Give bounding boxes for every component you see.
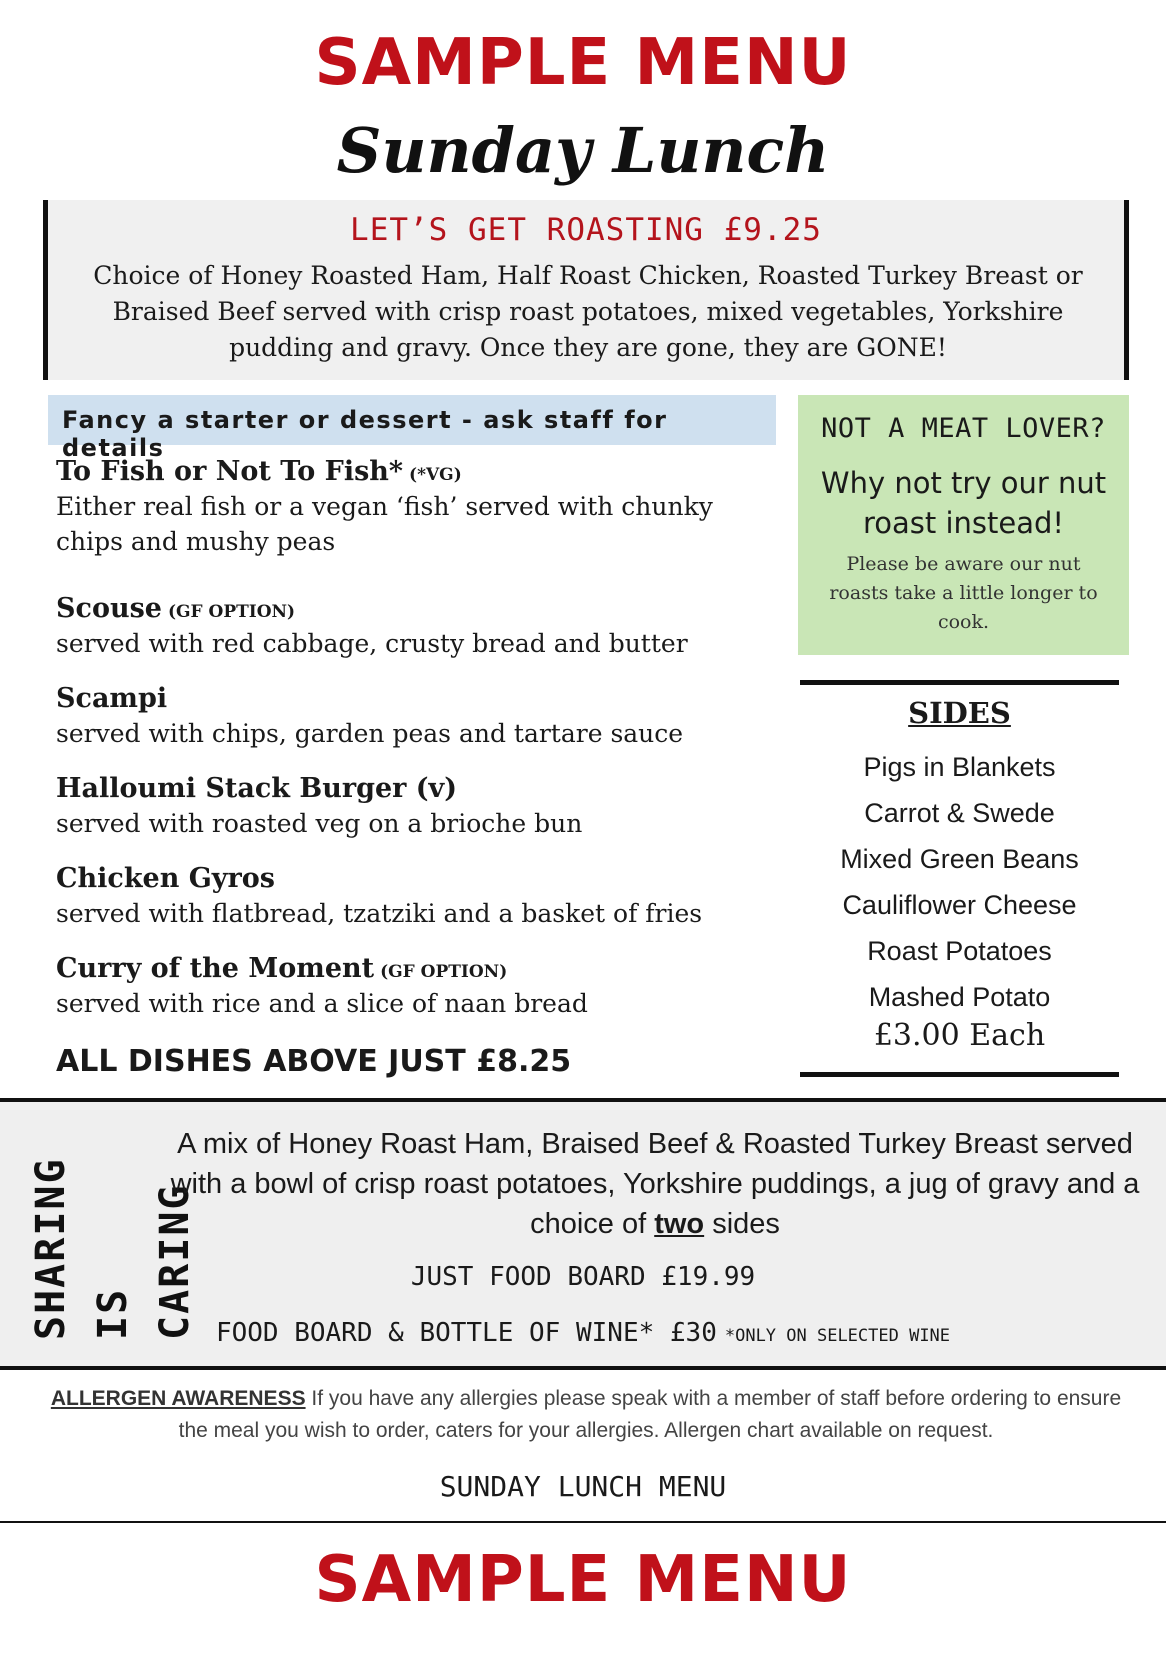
dish-description: served with rice and a slice of naan bread <box>56 989 588 1018</box>
nut-roast-note: Please be aware our nut roasts take a little longer to cook. <box>829 553 1098 633</box>
menu-title: Sunday Lunch <box>336 114 830 187</box>
dish-description: served with red cabbage, crusty bread and butter <box>56 629 688 658</box>
wine-note: *ONLY ON SELECTED WINE <box>724 1326 951 1346</box>
dish-tag: (*VG) <box>409 465 462 485</box>
sample-menu-heading-top: SAMPLE MENU <box>314 26 852 100</box>
dish-item <box>56 952 756 1021</box>
sharing-desc-part2: sides <box>704 1208 780 1240</box>
dish-item <box>56 772 756 841</box>
dish-description: served with chips, garden peas and tartare sauce <box>56 719 684 748</box>
side-item: Roast Potatoes <box>867 936 1052 966</box>
all-dishes-price: ALL DISHES ABOVE JUST £8.25 <box>56 1044 572 1079</box>
footer-rule <box>0 1521 1166 1523</box>
dish-name: Scouse <box>56 593 162 624</box>
sharing-label-line1: SHARING <box>28 1157 74 1340</box>
side-item: Cauliflower Cheese <box>842 890 1077 920</box>
dish-item <box>56 455 756 559</box>
dish-name: Chicken Gyros <box>56 863 275 894</box>
food-board-price: JUST FOOD BOARD £19.99 <box>410 1262 756 1292</box>
allergen-text: If you have any allergies please speak with a member of staff before ordering to ensure the meal you wish to order, caters for your allergies. Allergen chart available on request. <box>178 1387 1122 1442</box>
roast-heading: LET’S GET ROASTING £9.25 <box>350 212 822 248</box>
sharing-desc-emphasis: two <box>654 1208 705 1240</box>
dish-tag: (GF OPTION) <box>167 602 296 622</box>
sides-bottom-rule <box>800 1072 1119 1077</box>
side-item: Pigs in Blankets <box>863 752 1056 782</box>
dish-name: To Fish or Not To Fish* <box>56 456 404 487</box>
dish-tag: (GF OPTION) <box>380 962 508 982</box>
side-item: Mixed Green Beans <box>840 844 1079 874</box>
dish-description: served with flatbread, tzatziki and a basket of fries <box>56 899 703 928</box>
dish-item <box>56 862 756 931</box>
starter-dessert-band <box>48 395 776 462</box>
food-board-wine-price <box>0 1318 1166 1348</box>
dish-name: Halloumi Stack Burger (v) <box>56 773 457 804</box>
sharing-description <box>165 1124 1145 1244</box>
allergen-label: ALLERGEN AWARENESS <box>50 1387 306 1410</box>
dish-description: Either real fish or a vegan ‘fish’ served with chunky chips and mushy peas <box>56 492 713 556</box>
roast-box <box>43 200 1129 380</box>
dish-name: Scampi <box>56 683 168 714</box>
dish-description: served with roasted veg on a brioche bun <box>56 809 583 838</box>
allergen-awareness <box>36 1383 1136 1447</box>
sides-price: £3.00 Each <box>873 1018 1046 1053</box>
sides-heading: SIDES <box>908 696 1011 730</box>
roast-description: Choice of Honey Roasted Ham, Half Roast Chicken, Roasted Turkey Breast or Braised Beef served with crisp roast potatoes, mixed vegetables, Yorkshire pudding and gravy. Once they are gone, they are GONE! <box>93 261 1083 362</box>
meat-free-box <box>798 395 1129 655</box>
food-board-wine-label: FOOD BOARD & BOTTLE OF WINE* £30 <box>215 1318 717 1348</box>
sharing-label-line2: IS CARING <box>90 1183 198 1340</box>
starter-dessert-note: Fancy a starter or dessert - ask staff for details <box>62 406 668 462</box>
sample-menu-heading-bottom: SAMPLE MENU <box>314 1543 852 1617</box>
sides-list <box>800 744 1119 1020</box>
dish-name: Curry of the Moment <box>56 953 375 984</box>
dish-item <box>56 682 756 751</box>
dish-item <box>56 592 756 661</box>
side-item: Carrot & Swede <box>864 798 1055 828</box>
sharing-desc-part1: A mix of Honey Roast Ham, Braised Beef & Roasted Turkey Breast served with a bowl of crisp roast potatoes, Yorkshire puddings, a jug of gravy and a choice of <box>170 1128 1140 1240</box>
footer-menu-title: SUNDAY LUNCH MENU <box>439 1470 727 1503</box>
sides-top-rule <box>800 680 1119 685</box>
meat-free-heading: NOT A MEAT LOVER? <box>821 413 1106 444</box>
nut-roast-offer: Why not try our nut roast instead! <box>820 466 1107 540</box>
side-item: Mashed Potato <box>868 982 1051 1012</box>
